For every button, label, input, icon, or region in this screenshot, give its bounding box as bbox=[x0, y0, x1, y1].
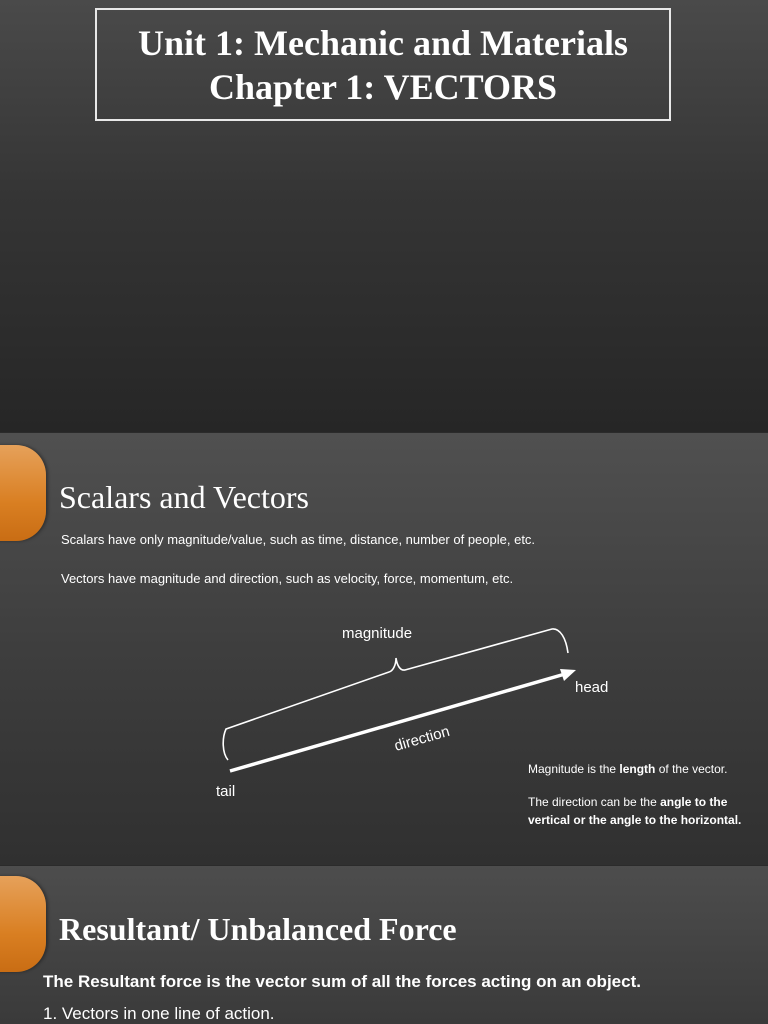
resultant-definition: The Resultant force is the vector sum of all the forces acting on an object. bbox=[43, 972, 641, 991]
title-slide bbox=[0, 0, 768, 432]
title-line-2: Chapter 1: VECTORS bbox=[208, 66, 558, 107]
resultant-force-slide bbox=[0, 866, 768, 1024]
title-box bbox=[95, 8, 671, 121]
arrowhead-icon bbox=[560, 669, 576, 681]
magnitude-note: Magnitude is the length of the vector. bbox=[528, 762, 728, 776]
direction-label: direction bbox=[392, 722, 452, 755]
tail-label: tail bbox=[216, 783, 236, 800]
slide-heading: Scalars and Vectors bbox=[59, 479, 309, 515]
direction-note: The direction can be the angle to the vertical or the angle to the horizontal. bbox=[528, 795, 742, 827]
head-label: head bbox=[575, 679, 609, 696]
vectors-one-line-item: 1. Vectors in one line of action. bbox=[43, 1004, 275, 1023]
vector-arrow-line bbox=[230, 674, 565, 771]
slide-heading: Resultant/ Unbalanced Force bbox=[59, 911, 457, 947]
title-line-1: Unit 1: Mechanic and Materials bbox=[138, 22, 628, 63]
scalars-vectors-slide bbox=[0, 433, 768, 865]
orange-tab-decoration bbox=[0, 876, 46, 972]
magnitude-label: magnitude bbox=[342, 625, 413, 642]
scalars-text: Scalars have only magnitude/value, such as time, distance, number of people, etc. bbox=[61, 532, 536, 547]
vectors-text: Vectors have magnitude and direction, such as velocity, force, momentum, etc. bbox=[61, 571, 514, 586]
